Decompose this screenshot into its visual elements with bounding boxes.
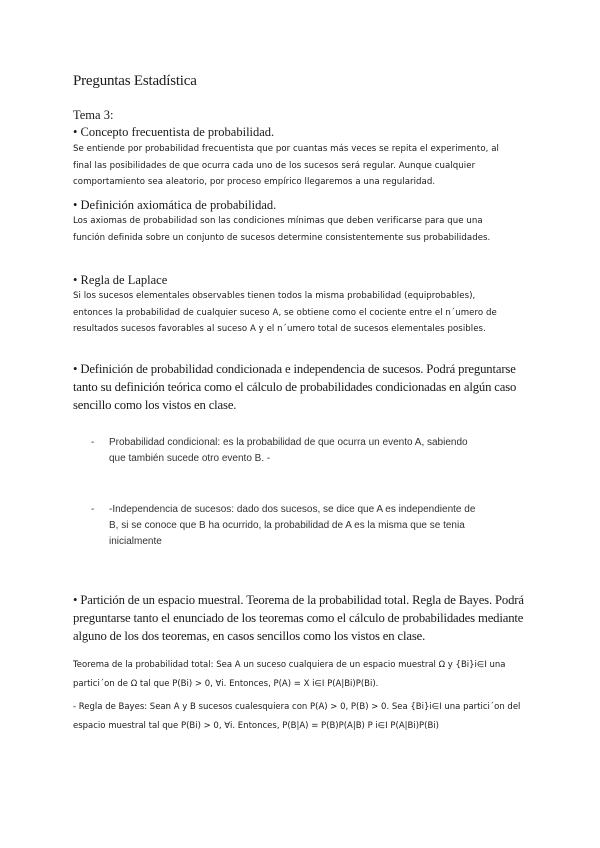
axiomatica-paragraph	[73, 213, 533, 246]
text-line: función definida sobre un conjunto de sucesos determine consistentemente sus probabilidades.	[73, 232, 491, 243]
text-line: resultados sucesos favorables al suceso A y el n´umero total de sucesos elementales posibles.	[73, 324, 486, 334]
concepto-heading: • Concepto frecuentista de probabilidad.	[73, 125, 275, 139]
text-line: Se entiende por probabilidad frecuentista que por cuantas más veces se repita el experimento, al	[73, 144, 499, 154]
text-line: Los axiomas de probabilidad son las condiciones mínimas que deben verificarse para que una	[73, 216, 483, 226]
text-line: • Definición de probabilidad condicionada e independencia de sucesos. Podrá preguntarse	[73, 362, 516, 376]
text-line: B, si se conoce que B ha ocurrido, la probabilidad de A es la misma que se tenia	[109, 520, 465, 531]
list-bullet: -	[91, 437, 95, 448]
particion-paragraph	[73, 591, 533, 645]
laplace-paragraph	[73, 288, 533, 338]
text-line: espacio muestral tal que P(Bi) > 0, ∀i. Entonces, P(B|A) = P(B)P(A|B) P i∈I P(A|Bi)P(Bi)	[73, 720, 439, 731]
text-line: alguno de los dos teoremas, en casos sencillos como los vistos en clase.	[73, 629, 426, 643]
text-line: - Regla de Bayes: Sean A y B sucesos cualesquiera con P(A) > 0, P(B) > 0. Sea {Bi}i∈I una partici´on del	[73, 702, 521, 712]
text-line: entonces la probabilidad de cualquier suceso A, se obtiene como el cociente entre el n´umero de	[73, 307, 497, 318]
text-line: -Independencia de sucesos: dado dos sucesos, se dice que A es independiente de	[109, 504, 476, 515]
list-item-condicional	[109, 435, 529, 467]
text-line: inicialmente	[109, 536, 162, 547]
text-line: Probabilidad condicional: es la probabilidad de que ocurra un evento A, sabiendo	[109, 437, 468, 448]
text-line: final las posibilidades de que ocurra cada uno de los sucesos será regular. Aunque cualquier	[73, 160, 476, 171]
text-line: • Partición de un espacio muestral. Teorema de la probabilidad total. Regla de Bayes. Podrá	[73, 593, 524, 607]
text-line: preguntarse tanto el enunciado de los teoremas como el cálculo de probabilidades mediante	[73, 611, 524, 625]
bayes-paragraph	[73, 698, 533, 735]
text-line: Si los sucesos elementales observables tienen todos la misma probabilidad (equiprobables),	[73, 291, 476, 301]
text-line: que también sucede otro evento B. -	[109, 453, 271, 464]
list-bullet: -	[91, 504, 95, 515]
text-line: Teorema de la probabilidad total: Sea A un suceso cualquiera de un espacio muestral Ω y {Bi}i∈I una	[73, 660, 506, 670]
concepto-paragraph	[73, 141, 533, 191]
page-title: Preguntas Estadística	[73, 73, 197, 89]
condicionada-paragraph	[73, 360, 533, 414]
text-line: sencillo como los vistos en clase.	[73, 398, 237, 412]
text-line: comportamiento sea aleatorio, por proceso empírico llegaremos a una regularidad.	[73, 177, 436, 187]
text-line: tanto su definición teórica como el cálculo de probabilidades condicionadas en algún caso	[73, 380, 517, 394]
axiomatica-heading: • Definición axiomática de probabilidad.	[73, 198, 277, 212]
laplace-heading: • Regla de Laplace	[73, 273, 168, 287]
section-label: Tema 3:	[73, 108, 114, 122]
list-item-independencia	[109, 502, 529, 550]
probabilidad-total-paragraph	[73, 656, 533, 693]
text-line: partici´on de Ω tal que P(Bi) > 0, ∀i. Entonces, P(A) = X i∈I P(A|Bi)P(Bi).	[73, 678, 379, 689]
